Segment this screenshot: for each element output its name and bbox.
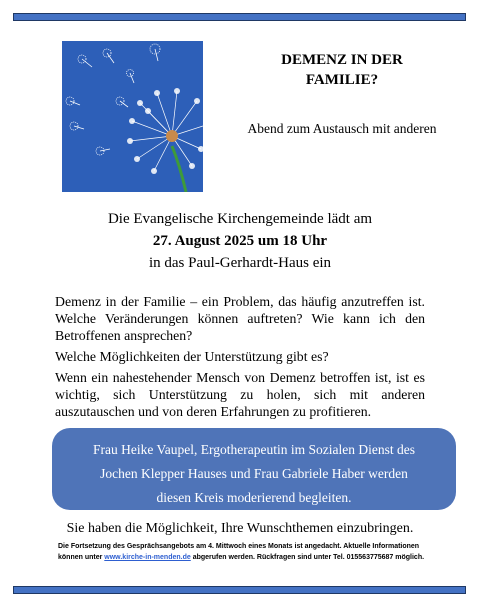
title-line-2: FAMILIE?	[305, 72, 379, 88]
invitation-block	[40, 208, 440, 274]
description-text	[55, 293, 425, 424]
page-title	[232, 50, 452, 90]
footnote	[58, 541, 468, 563]
footnote-suffix: abgerufen werden. Rückfragen sind unter Tel. 015563775687 möglich.	[190, 554, 425, 561]
moderators-line-3: diesen Kreis moderierend begleiten.	[156, 490, 352, 505]
top-divider-bar	[13, 13, 466, 21]
paragraph-1: Demenz in der Familie – ein Problem, das häufig anzutreffen ist. Welche Veränderungen können auftreten? Wie kann ich den Betroffenen ansprechen?	[55, 294, 425, 343]
event-date: 27. August 2025 um 18 Uhr	[152, 233, 328, 249]
closing-text: Sie haben die Möglichkeit, Ihre Wunschthemen einzubringen.	[66, 521, 414, 536]
subtitle: Abend zum Austausch mit anderen	[247, 121, 437, 136]
moderators-line-2: Jochen Klepper Hauses und Frau Gabriele Haber werden	[100, 466, 408, 481]
invite-line-1: Die Evangelische Kirchengemeinde lädt am	[107, 211, 373, 227]
bottom-divider-bar	[13, 586, 466, 594]
paragraph-2: Welche Möglichkeiten der Unterstützung gibt es?	[55, 349, 329, 364]
paragraph-3: Wenn ein nahestehender Mensch von Demenz betroffen ist, ist es wichtig, sich Unterstützung zu holen, sich mit anderen auszutauschen und von deren Erfahrungen zu profitieren.	[55, 370, 425, 419]
title-line-1: DEMENZ IN DER	[281, 52, 403, 68]
footnote-line-2	[58, 552, 468, 563]
invite-location: in das Paul-Gerhardt-Haus ein	[148, 255, 332, 271]
moderators-box	[52, 428, 456, 510]
footnote-line-1: Die Fortsetzung des Gesprächsangebots am 4. Mittwoch eines Monats ist angedacht. Aktuelle Informationen	[58, 543, 420, 550]
website-link[interactable]: www.kirche-in-menden.de	[104, 554, 191, 561]
moderators-line-1: Frau Heike Vaupel, Ergotherapeutin im Sozialen Dienst des	[93, 442, 415, 457]
footnote-prefix: können unter	[58, 554, 105, 561]
dandelion-image	[62, 41, 203, 192]
